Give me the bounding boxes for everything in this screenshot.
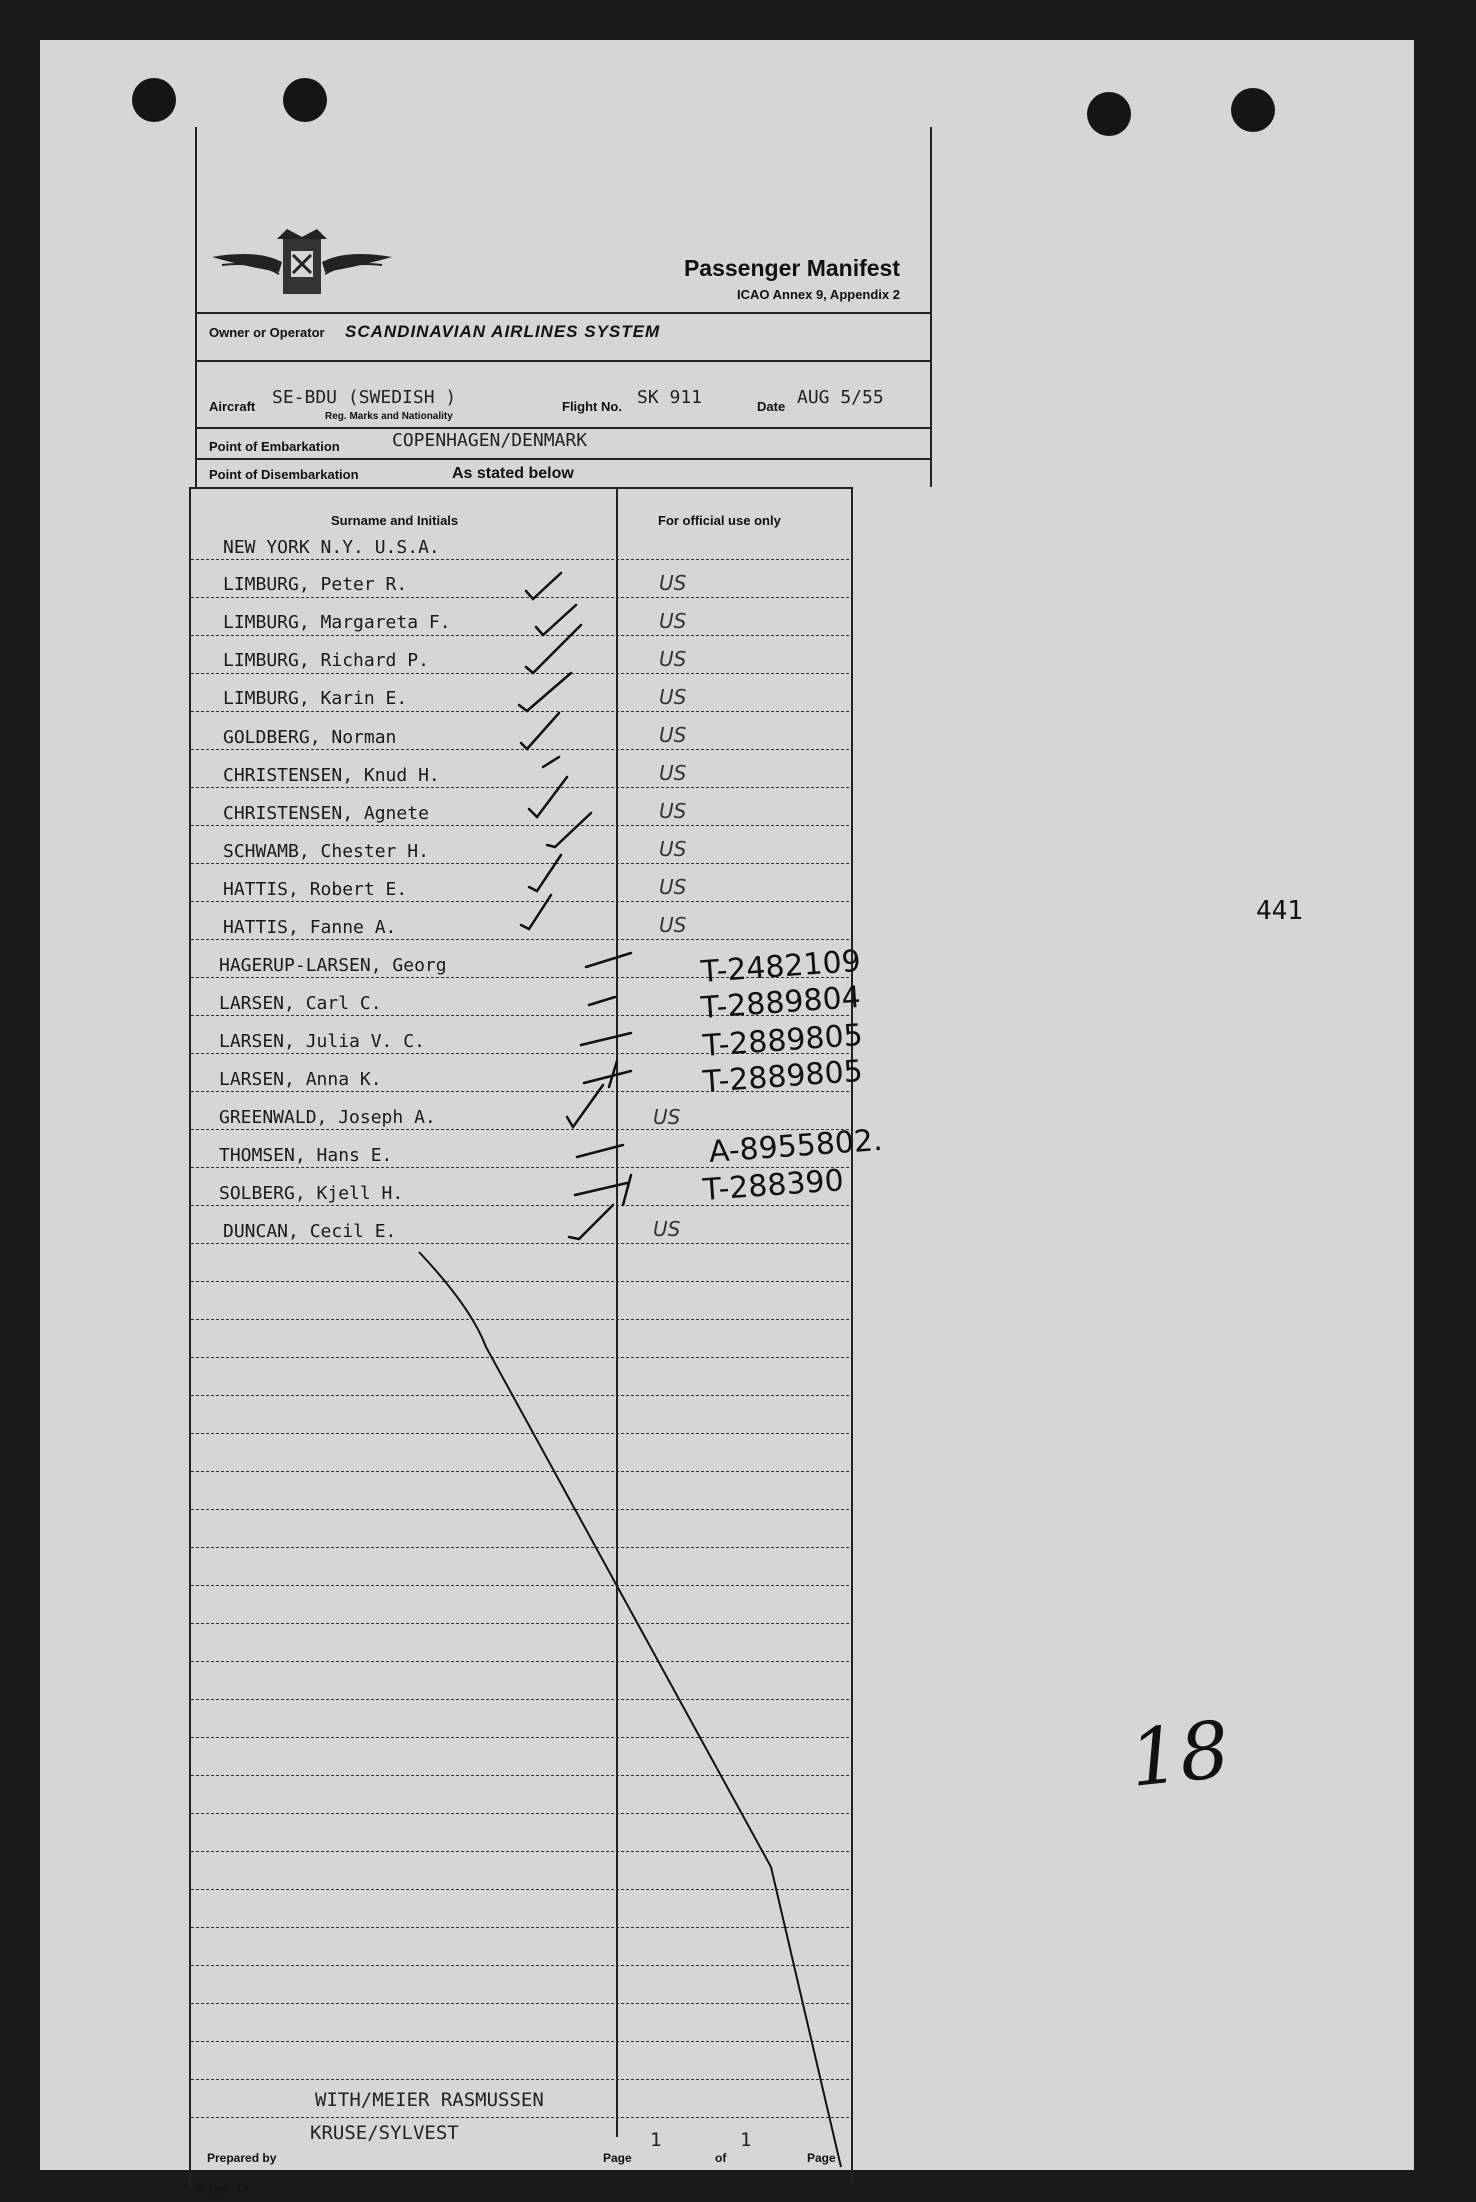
manifest-form (195, 127, 928, 2202)
divider (197, 427, 930, 429)
passenger-name: GREENWALD, Joseph A. (219, 1107, 436, 1128)
col-header-official: For official use only (658, 513, 781, 528)
official-note: T-288390 (701, 1163, 845, 1208)
destination-row: NEW YORK N.Y. U.S.A. (223, 537, 440, 558)
page-label-2: Page (807, 2151, 836, 2165)
passenger-name: CHRISTENSEN, Knud H. (223, 765, 440, 786)
official-note: T-2889804 (699, 979, 862, 1026)
date-value: AUG 5/55 (797, 387, 884, 408)
checkmark-icon (519, 573, 631, 1239)
passenger-name: GOLDBERG, Norman (223, 727, 397, 748)
passenger-table (189, 487, 884, 2187)
divider (197, 458, 930, 460)
passenger-name: LIMBURG, Margareta F. (223, 612, 451, 633)
passenger-name: SCHWAMB, Chester H. (223, 841, 429, 862)
divider (197, 312, 930, 314)
official-note: US (659, 761, 687, 785)
punch-hole (1087, 92, 1131, 136)
handwritten-count: 18 (1125, 1705, 1234, 1805)
form-subtitle: ICAO Annex 9, Appendix 2 (736, 287, 900, 302)
prepared-label: Prepared by (207, 2151, 277, 2165)
disembark-value: As stated below (452, 465, 574, 482)
official-note: US (659, 875, 687, 899)
flight-label: Flight No. (562, 399, 622, 414)
embark-value: COPENHAGEN/DENMARK (392, 430, 588, 451)
manifest-page (40, 40, 1414, 2196)
passenger-name: LARSEN, Julia V. C. (219, 1031, 425, 1052)
punch-hole (1231, 88, 1275, 132)
handwritten-marks (191, 487, 951, 2187)
margin-number: 441 (1256, 896, 1303, 926)
official-note: A-8955802. (707, 1122, 884, 1170)
embark-label: Point of Embarkation (209, 439, 340, 454)
passenger-name: LIMBURG, Peter R. (223, 574, 408, 595)
official-note: T-2889805 (701, 1017, 864, 1064)
header-box (195, 127, 932, 487)
divider (197, 360, 930, 362)
page-total: 1 (740, 2129, 752, 2151)
crew-line-2: KRUSE/SYLVEST (310, 2122, 459, 2144)
flight-value: SK 911 (637, 387, 703, 408)
passenger-name: LARSEN, Carl C. (219, 993, 382, 1014)
winged-crown-logo-icon (207, 227, 397, 302)
official-note: US (659, 799, 687, 823)
official-note: US (659, 609, 687, 633)
aircraft-value: SE-BDU (SWEDISH ) (272, 387, 457, 408)
official-note: US (653, 1217, 681, 1241)
passenger-name: LARSEN, Anna K. (219, 1069, 382, 1090)
form-title: Passenger Manifest (683, 255, 900, 281)
official-note: US (659, 647, 687, 671)
official-note: US (659, 685, 687, 709)
punch-hole (132, 78, 176, 122)
form-number: a: 1950: 4-1 (197, 2185, 251, 2196)
punch-hole (283, 78, 327, 122)
aircraft-label: Aircraft (209, 399, 256, 414)
col-header-name: Surname and Initials (331, 513, 459, 528)
official-note: US (659, 571, 687, 595)
passenger-name: LIMBURG, Karin E. (223, 688, 408, 709)
passenger-name: CHRISTENSEN, Agnete (223, 803, 429, 824)
official-note: US (653, 1105, 681, 1129)
owner-value: SCANDINAVIAN AIRLINES SYSTEM (345, 322, 661, 341)
passenger-name: SOLBERG, Kjell H. (219, 1183, 404, 1204)
official-note: US (659, 913, 687, 937)
passenger-name: DUNCAN, Cecil E. (223, 1221, 397, 1242)
page-label: Page (603, 2151, 632, 2165)
passenger-name: HATTIS, Robert E. (223, 879, 408, 900)
passenger-name: THOMSEN, Hans E. (219, 1145, 393, 1166)
cancel-line (419, 1252, 841, 2167)
official-note: US (659, 837, 687, 861)
reg-label: Reg. Marks and Nationality (325, 411, 453, 422)
passenger-name: LIMBURG, Richard P. (223, 650, 429, 671)
official-note: T-2482109 (699, 943, 862, 990)
official-note: US (659, 723, 687, 747)
official-note: T-2889805 (701, 1053, 864, 1100)
date-label: Date (757, 399, 786, 414)
passenger-name: HATTIS, Fanne A. (223, 917, 397, 938)
crew-line-1: WITH/MEIER RASMUSSEN (315, 2089, 544, 2111)
disembark-label: Point of Disembarkation (209, 467, 359, 482)
passenger-name: HAGERUP-LARSEN, Georg (219, 955, 447, 976)
page-number: 1 (650, 2129, 662, 2151)
of-label: of (715, 2151, 727, 2165)
owner-label: Owner or Operator (209, 325, 325, 340)
